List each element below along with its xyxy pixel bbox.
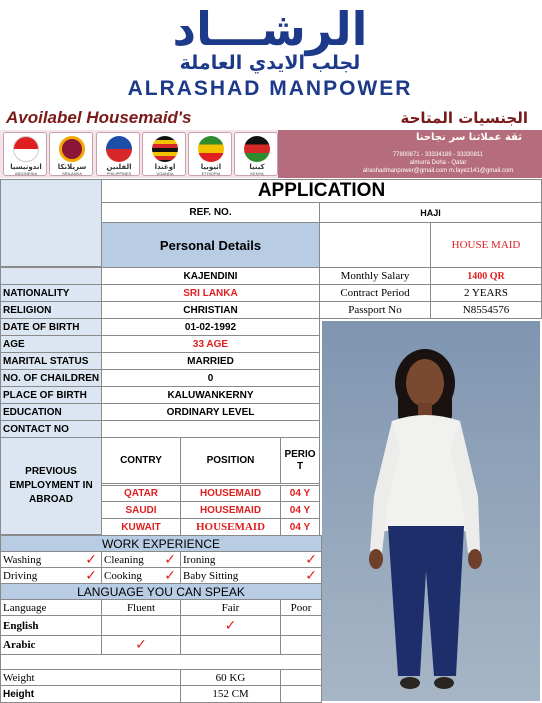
nationality-label: NATIONALITY <box>0 284 102 302</box>
flag-ethiopia: اثيوبيا ETHIOPIA <box>188 132 232 176</box>
weight-label: Weight <box>0 669 181 686</box>
check-icon: ✓ <box>85 567 97 584</box>
education-value: ORDINARY LEVEL <box>101 403 320 421</box>
ref-no-value: HAJI <box>319 202 542 223</box>
blank-cell <box>280 669 322 686</box>
flag-kenya: كينيا KENYA <box>234 132 278 176</box>
blank-cell <box>319 222 431 268</box>
kenya-flag-icon <box>244 136 270 162</box>
ref-no-label: REF. NO. <box>101 202 320 223</box>
passport-label: Passport No <box>319 301 431 319</box>
children-label: NO. OF CHAILDREN <box>0 369 102 387</box>
skill-washing: Washing ✓ <box>0 551 102 568</box>
candidate-name: KAJENDINI <box>101 267 320 285</box>
age-label: AGE <box>0 335 102 353</box>
english-fair-cell <box>180 615 281 636</box>
dob-value: 01-02-1992 <box>101 318 320 336</box>
skill-ironing: Ironing ✓ <box>180 551 322 568</box>
personal-details-heading: Personal Details <box>101 222 320 268</box>
check-icon: ✓ <box>164 551 176 568</box>
height-label: Height <box>0 685 181 703</box>
languages-heading: LANGUAGE YOU CAN SPEAK <box>0 583 322 600</box>
form-title: APPLICATION <box>101 179 542 203</box>
dob-label: DATE OF BIRTH <box>0 318 102 336</box>
contact-no-label: CONTACT NO <box>0 420 102 438</box>
nationality-value: SRI LANKA <box>101 284 320 302</box>
flag-indonesia: اندونيسيا INDONESIA <box>3 132 47 176</box>
uganda-flag-icon <box>152 136 178 162</box>
candidate-photo <box>322 321 540 701</box>
nationality-flags-strip <box>0 130 542 178</box>
skill-driving: Driving ✓ <box>0 567 102 584</box>
blank-row <box>0 654 322 670</box>
work-experience-heading: WORK EXPERIENCE <box>0 535 322 552</box>
religion-value: CHRISTIAN <box>101 301 320 319</box>
available-banner <box>0 108 542 130</box>
flag-srilanka: سريلانكا SRILANKA <box>49 132 93 176</box>
language-arabic: Arabic <box>0 635 102 655</box>
check-icon: ✓ <box>135 637 147 653</box>
height-value: 152 CM <box>180 685 281 703</box>
check-icon: ✓ <box>224 617 237 634</box>
check-icon: ✓ <box>305 567 317 584</box>
english-fluent-cell <box>101 615 181 636</box>
available-label-en: Avoilabel Housemaid's <box>6 108 192 127</box>
contact-no-value <box>101 420 320 438</box>
employment-position: HOUSEMAID <box>180 518 281 536</box>
weight-value: 60 KG <box>180 669 281 686</box>
blank-cell <box>280 685 322 703</box>
employment-position: HOUSEMAID <box>180 485 281 502</box>
skill-baby-sitting: Baby Sitting ✓ <box>180 567 322 584</box>
ethiopia-flag-icon <box>198 136 224 162</box>
contact-phones: 77800871 - 33334189 - 33330811 <box>392 152 484 158</box>
position-column-header: POSITION <box>180 437 281 484</box>
person-illustration <box>322 321 540 701</box>
poor-column-header: Poor <box>280 599 322 616</box>
religion-label: RELIGION <box>0 301 102 319</box>
english-poor-cell <box>280 615 322 636</box>
fair-column-header: Fair <box>180 599 281 616</box>
fluent-column-header: Fluent <box>101 599 181 616</box>
philippines-flag-icon <box>106 136 132 162</box>
monthly-salary-value: 1400 QR <box>430 267 542 285</box>
arabic-poor-cell <box>280 635 322 655</box>
passport-value: N8554576 <box>430 301 542 319</box>
skill-cooking: Cooking ✓ <box>101 567 181 584</box>
arabic-fair-cell <box>180 635 281 655</box>
contact-emails: alrashadmanpower@gmail.com m.fayez141@gmail.com <box>362 168 514 174</box>
marital-status-value: MARRIED <box>101 352 320 370</box>
check-icon: ✓ <box>305 551 317 568</box>
marital-status-label: MARITAL STATUS <box>0 352 102 370</box>
company-name: ALRASHAD MANPOWER <box>127 77 413 100</box>
period-column-header: PERIO T <box>280 437 320 484</box>
previous-employment-label: PREVIOUS EMPLOYMENT IN ABROAD <box>0 437 102 535</box>
check-icon: ✓ <box>85 551 97 568</box>
blank-cell <box>0 267 102 285</box>
monthly-salary-label: Monthly Salary <box>319 267 431 285</box>
flag-uganda: اوغندا UGANDA <box>142 132 186 176</box>
employment-position: HOUSEMAID <box>180 501 281 519</box>
letterhead <box>0 0 542 130</box>
children-value: 0 <box>101 369 320 387</box>
srilanka-flag-icon <box>59 136 85 162</box>
place-of-birth-value: KALUWANKERNY <box>101 386 320 404</box>
company-logo-arabic: الرشـــاد <box>172 2 368 56</box>
slogan-arabic: ثقة عملاتنا سر نجاحنا <box>416 132 522 143</box>
employment-country: KUWAIT <box>101 518 181 536</box>
place-of-birth-label: PLACE OF BIRTH <box>0 386 102 404</box>
contract-period-value: 2 YEARS <box>430 284 542 302</box>
company-subtitle-arabic: لجلب الايدي العاملة <box>179 52 361 74</box>
flag-philippines: الفلبين PHILIPPINES <box>96 132 140 176</box>
education-label: EDUCATION <box>0 403 102 421</box>
employment-country: SAUDI <box>101 501 181 519</box>
language-english: English <box>0 615 102 636</box>
skill-cleaning: Cleaning ✓ <box>101 551 181 568</box>
contract-period-label: Contract Period <box>319 284 431 302</box>
country-column-header: CONTRY <box>101 437 181 484</box>
position-applied: HOUSE MAID <box>430 222 542 268</box>
contact-address: almurra Doha - Qatar <box>409 160 467 166</box>
employment-period: 04 Y <box>280 501 320 519</box>
blank-cell <box>0 179 102 267</box>
available-label-ar: الجنسيات المتاحة <box>400 109 528 127</box>
contact-banner <box>278 130 542 178</box>
employment-period: 04 Y <box>280 485 320 502</box>
check-icon: ✓ <box>164 567 176 584</box>
indonesia-flag-icon <box>13 136 39 162</box>
employment-period: 04 Y <box>280 518 320 536</box>
employment-country: QATAR <box>101 485 181 502</box>
language-column-header: Language <box>0 599 102 616</box>
arabic-fluent-cell <box>101 635 181 655</box>
age-value: 33 AGE <box>101 335 320 353</box>
